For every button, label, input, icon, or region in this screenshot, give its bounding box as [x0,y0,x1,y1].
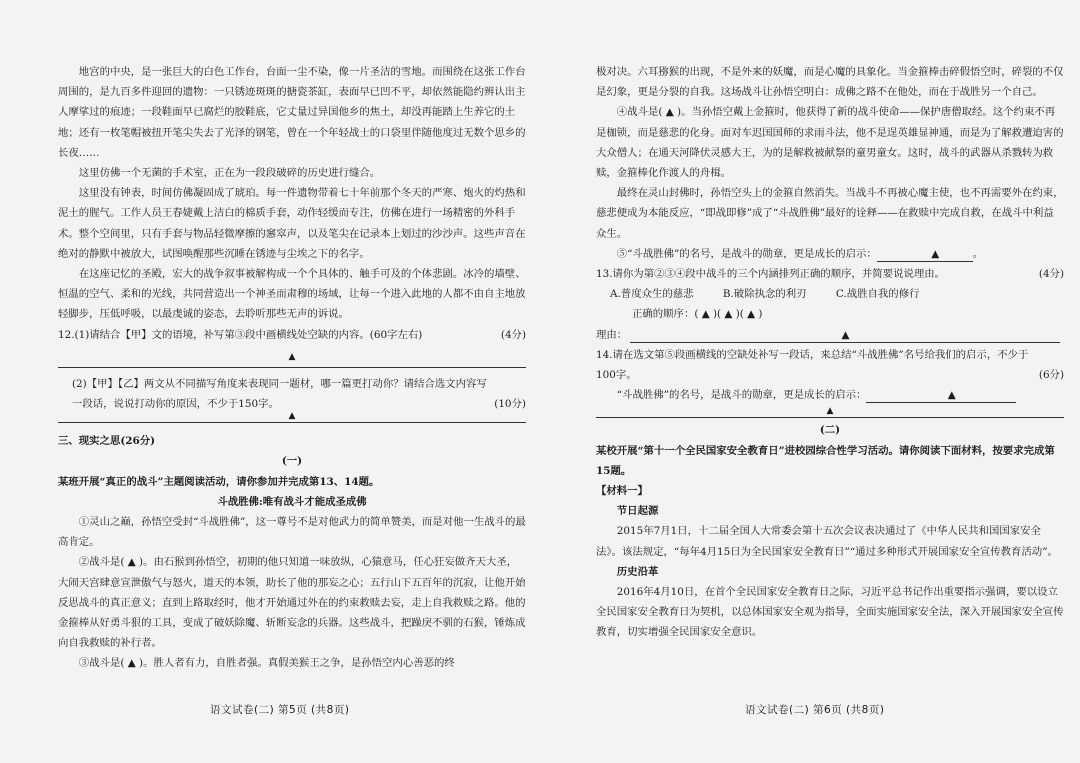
page-footer-right: 语文试卷(二) 第6页 (共8页) [745,704,885,716]
activity-intro: 某校开展“第十一个全民国家安全教育日”进校园综合性学习活动。请你阅读下面材料，按要求完成第15题。 [596,444,1055,477]
question-text: (2)【甲】【乙】两文从不同描写角度来表现同一题材，哪一篇更打动你？请结合选文内容写一段话，说说打动你的原因，不少于150字。 [72,377,487,411]
material-paragraph: 2015年7月1日，十二届全国人大常委会第十五次会议表决通过了《中华人民共和国国家安全法》。该法规定，“每年4月15日为全民国家安全教育日”“通过多种形式开展国家安全宣传教育活动”。 [596,525,1058,558]
option-c[interactable]: C.战胜自我的修行 [835,288,920,301]
blank-suffix: 。 [972,247,984,260]
question-13 [596,264,1064,284]
article-paragraph: ④战斗是( ▲ )。当孙悟空戴上金箍时，他获得了新的战斗使命——保护唐僧取经。这个约束不再是枷锁，而是慈悲的化身。面对车迟国国师的求雨斗法，他不是逞英雄显神通，而是为了解救遭迫害的大众僧人；在通天河降伏灵感大王，为的是解救被献祭的童男童女。这时，战斗的武器从杀戮转为救赎，金箍棒化作渡人的舟楫。 [596,106,1064,180]
order-label[interactable]: 正确的顺序：( ▲ )( ▲ )( ▲ ) [632,308,763,321]
material-subtitle: 历史沿革 [616,565,659,578]
answer-line[interactable] [596,405,1064,418]
answer-marker: ▲ [826,406,834,417]
article-paragraph: ③战斗是( ▲ )。胜人者有力，自胜者强。真假美猴王之争，是孙悟空内心善恶的终 [78,657,455,670]
option-b[interactable]: B.破除执念的利刃 [722,288,807,301]
question-text: 13.请你为第②③④段中战斗的三个内涵排列正确的顺序，并简要说说理由。 [596,268,946,281]
question-score: (4分) [1038,268,1064,281]
question-score: (4分) [500,328,526,341]
answer-line[interactable] [58,411,526,423]
page-footer-left: 语文试卷(二) 第5页 (共8页) [210,704,350,716]
options-row [596,284,1064,304]
answer-marker: ▲ [288,351,296,362]
material-paragraph: 2016年4月10日，在首个全民国家安全教育日之际，习近平总书记作出重要指示强调，要以设立全民国家安全教育日为契机，以总体国家安全观为指导，全面实施国家安全法，深入开展国家安全宣传教育，切实增强全民国家安全意识。 [596,586,1064,639]
answer-line[interactable] [58,345,526,368]
passage-paragraph: 在这座记忆的圣殿，宏大的战争叙事被解构成一个个具体的、触手可及的个体悲剧。冰冷的墙壁、恒温的空气、柔和的光线，共同营造出一个神圣而肃穆的场域，让每一个进入此地的人都不由自主地放轻脚步，压低呼吸，以最虔诚的姿态，去聆听那些无声的诉说。 [58,268,526,321]
article-paragraph: 极对决。六耳猕猴的出现，不是外来的妖魔，而是心魔的具象化。当金箍棒击碎假悟空时，碎裂的不仅是幻象，更是分裂的自我。这场战斗让孙悟空明白：成佛之路不在他处，而在于战胜另一个自己。 [596,66,1064,99]
article-paragraph: ①灵山之巅，孙悟空受封“斗战胜佛”，这一尊号不是对他武力的简单赞美，而是对他一生战斗的最高肯定。 [58,516,526,549]
subsection-heading: (一) [281,455,303,468]
article-title: 斗战胜佛:唯有战斗才能成圣成佛 [217,495,367,508]
quote-text: “斗战胜佛”的名号，是战斗的勋章，更是成长的启示： [616,389,867,402]
answer-marker: ▲ [288,411,296,422]
page-5 [58,62,526,674]
answer-marker: ▲ [841,328,850,341]
material-subtitle: 节日起源 [616,505,659,518]
activity-intro: 某班开展“真正的战斗”主题阅读活动，请你参加并完成第13、14题。 [58,475,380,488]
passage-paragraph: 这里没有钟表，时间仿佛凝固成了琥珀。每一件遗物带着七十年前那个冬天的严寒、炮火的灼热和泥土的腥气。工作人员王春婕戴上洁白的棉质手套，动作轻缓而专注，仿佛在进行一场精密的外科手术。整个空间里，只有手套与物品轻微摩擦的窸窣声，以及笔尖在记录本上划过的沙沙声。这些声音在绝对的静默中被放大，试图唤醒那些沉睡在锈迹与尘埃之下的名字。 [58,187,526,260]
question-text: 12.(1)请结合【甲】文的语境，补写第③段中画横线处空缺的内容。(60字左右) [58,328,423,341]
reason-label: 理由： [596,328,628,341]
section-heading: 三、现实之思(26分) [58,435,156,448]
answer-marker: ▲ [947,389,956,402]
question-text: 14.请在选文第⑤段画横线的空缺处补写一段话，来总结“斗战胜佛”名号给我们的启示，不少于100字。 [596,348,1029,382]
answer-marker: ▲ [931,247,940,260]
question-score: (6分) [1038,368,1064,381]
passage-paragraph: 这里仿佛一个无菌的手术室，正在为一段段破碎的历史进行缝合。 [78,167,381,180]
reason-blank[interactable] [630,328,1060,343]
article-paragraph [596,244,1064,264]
question-14 [596,345,1064,385]
passage-paragraph: 地宫的中央，是一张巨大的白色工作台，台面一尘不染，像一片圣洁的雪地。而围绕在这张工作台周围的，是九百多件迎回的遗物：一只锈迹斑斑的搪瓷茶缸，表面早已凹不平，却依然能隐约辨认出主人摩挲过的痕迹；一段鞋面早已腐烂的胶鞋底，它丈量过异国他乡的焦土，却没再能踏上生养它的土地；还有一枚笔帽被扭开笔尖失去了光泽的钢笔，曾在一个年轻战士的口袋里伴随他度过无数个思乡的长夜…… [58,66,526,159]
article-paragraph: ②战斗是( ▲ )。由石猴到孙悟空，初期的他只知道一味放纵，心猿意马，任心狂妄做齐天大圣，大闹天宫肆意宣泄傲气与怒火，道天的本领，助长了他的那妄之心；五行山下五百年的沉寂，让他开始反思战斗的真正意义；直到上路取经时，他才开始通过外在的约束救赎去妄，走上自我救赎之路。他的金箍棒从好勇斗狠的工具，变成了破妖除魔、斩断妄念的兵器。这些战斗，把躁戾不驯的石猴，锤炼成向自我救赎的补行者。 [58,556,526,650]
blank-prefix: ⑤“斗战胜佛”的名号，是战斗的勋章，更是成长的启示： [616,247,877,260]
fill-blank[interactable] [877,247,973,262]
reason-row [596,325,1064,345]
article-paragraph: 最终在灵山封佛时，孙悟空头上的金箍自然消失。当战斗不再被心魔主使，也不再需要外在约束，慈悲便成为本能反应，“即战即修”成了“斗战胜佛”最好的诠释——在救赎中完成自救，在战斗中利益众生。 [596,187,1064,240]
question-12-1 [58,325,526,345]
page-6 [596,62,1064,643]
subsection-heading: (二) [819,424,841,437]
option-a[interactable]: A.普度众生的慈悲 [610,288,694,301]
material-label: 【材料一】 [596,485,648,498]
question-score: (10分) [494,397,526,410]
